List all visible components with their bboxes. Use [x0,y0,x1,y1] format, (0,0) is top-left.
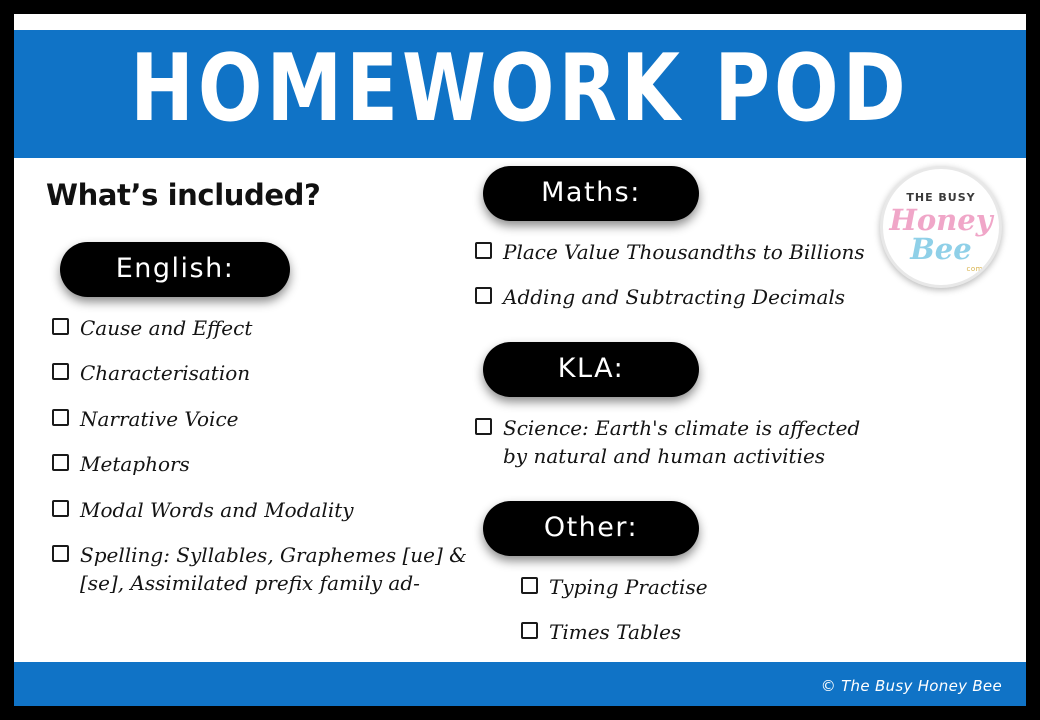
list-kla [469,414,889,471]
checkbox-icon[interactable] [52,363,69,380]
list-item-label: Narrative Voice [80,406,239,431]
section-maths [469,166,889,312]
section-kla [469,342,889,471]
checkbox-icon[interactable] [521,622,538,639]
logo-line-4: com [966,265,983,273]
right-column [469,166,889,650]
checkbox-icon[interactable] [475,242,492,259]
checkbox-icon[interactable] [52,454,69,471]
page-title: HOMEWORK POD [130,33,910,142]
section-pill-maths: Maths: [483,166,699,221]
list-item-label: Adding and Subtracting Decimals [503,285,846,310]
whats-included-heading: What’s included? [46,178,321,212]
list-item [469,238,889,266]
logo-line-3: Bee [910,232,972,266]
spacer [469,316,889,342]
spacer [469,475,889,501]
checkbox-icon[interactable] [475,418,492,435]
list-item-label: Place Value Thousandths to Billions [503,240,865,264]
list-item [46,541,476,598]
list-item-label: Science: Earth's climate is affected by natural and human activities [503,415,861,469]
footer-credit: © The Busy Honey Bee [820,677,1002,695]
list-item-label: Metaphors [80,452,190,477]
checkbox-icon[interactable] [521,577,538,594]
list-item-label: Spelling: Syllables, Graphemes [ue] & [se], Assimilated prefix family ad- [80,542,467,596]
section-pill-kla: KLA: [483,342,699,397]
left-column [46,242,476,602]
checkbox-icon[interactable] [475,287,492,304]
checkbox-icon[interactable] [52,500,69,517]
list-item-label: Characterisation [80,361,251,386]
list-item-label: Typing Practise [549,574,708,599]
poster-page [14,14,1026,706]
list-item [469,414,889,471]
checkbox-icon[interactable] [52,318,69,335]
content-area [14,158,1026,662]
list-english [46,314,476,598]
list-item [515,573,889,601]
logo-line-1: THE BUSY [906,191,976,204]
checkbox-icon[interactable] [52,545,69,562]
list-item [46,359,476,387]
list-maths [469,238,889,312]
list-item [46,405,476,433]
list-item-label: Cause and Effect [80,316,253,340]
list-other [469,573,889,647]
logo-line-2: Honey [889,203,993,237]
list-item [46,314,476,342]
checkbox-icon[interactable] [52,409,69,426]
list-item [515,618,889,646]
section-pill-other: Other: [483,501,699,556]
list-item [469,283,889,311]
list-item [46,496,476,524]
list-item [46,450,476,478]
section-english [46,242,476,598]
list-item-label: Modal Words and Modality [80,497,354,522]
section-other [469,501,889,647]
section-pill-english: English: [60,242,290,297]
list-item-label: Times Tables [549,619,682,644]
